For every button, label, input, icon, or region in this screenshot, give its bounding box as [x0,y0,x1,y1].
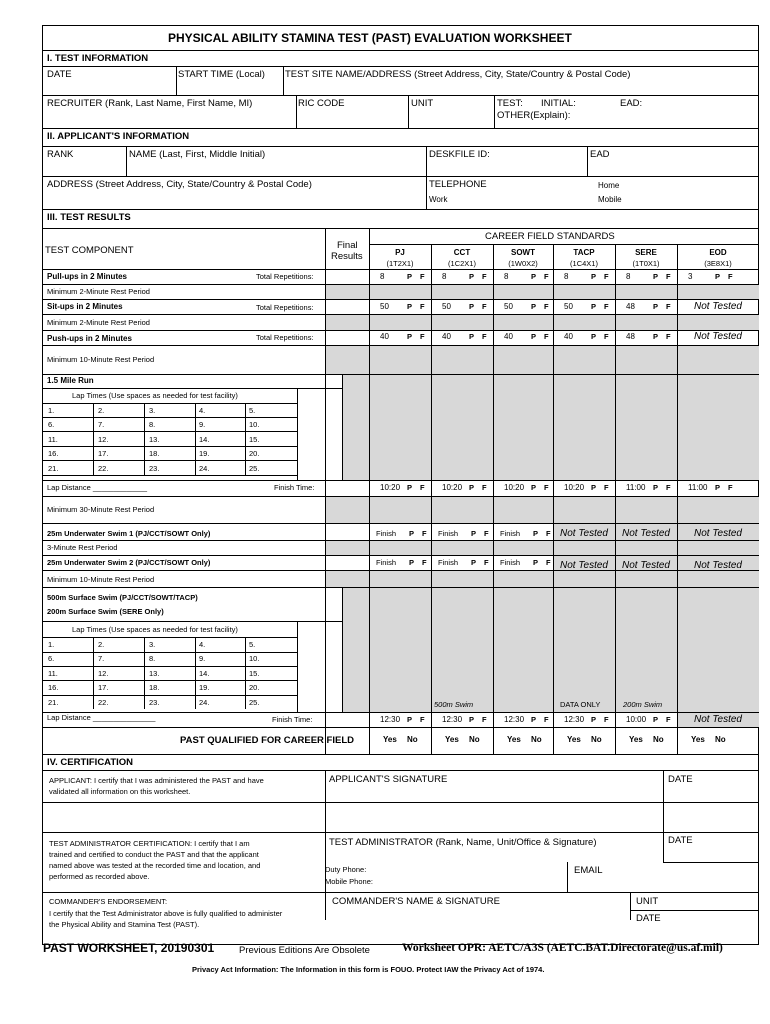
ta-cert-text: performed as recorded above. [49,872,150,881]
lap-number: 4. [199,406,206,415]
pass-fail: P F [591,302,612,311]
pullups-label: Pull-ups in 2 Minutes [47,272,128,281]
no-option: No [653,735,664,744]
finish-time-label: Finish Time: [274,483,315,492]
pushups-standard: 40 [442,332,451,341]
telephone-label: TELEPHONE [429,179,487,190]
lap-number: 9. [199,654,206,664]
rest-label: Minimum 10-Minute Rest Period [47,575,155,584]
lap-number: 10. [249,420,260,430]
lap-number: 15. [249,668,260,678]
finish-label: Finish [376,529,397,538]
lap-number: 3. [149,406,156,415]
pass-fail: P F [407,715,428,724]
applicant-cert-text: validated all information on this worksheet. [49,787,191,796]
pullups-standard: 8 [626,272,631,281]
lap-number: 2. [98,640,105,649]
total-reps-label: Total Repetitions: [256,272,314,281]
shade [342,374,759,480]
lap-number: 7. [98,420,105,430]
start-time-label: START TIME (Local) [178,69,265,80]
run-standard: 10:20 [442,483,463,492]
applicant-signature-label: APPLICANT'S SIGNATURE [329,774,448,785]
career-field-standards: CAREER FIELD STANDARDS [485,231,615,242]
no-option: No [715,735,726,744]
pass-fail: P F [531,715,552,724]
pass-fail: P F [653,272,674,281]
pass-fail: P F [469,272,490,281]
lap-number: 25. [249,463,260,473]
lap-number: 11. [48,434,58,444]
rest-label: 3-Minute Rest Period [47,543,118,552]
pass-fail: P F [653,483,674,492]
pushups-standard: 40 [380,332,389,341]
lap-number: 15. [249,434,260,444]
run-standard: 10:20 [380,483,401,492]
lap-number: 20. [249,449,260,459]
pass-fail: P F [715,272,736,281]
pass-fail: P F [653,332,674,341]
lap-number: 13. [149,434,160,444]
other-label: OTHER(Explain): [497,110,571,121]
duty-phone-label: Duty Phone: [325,865,367,874]
test-admin-label: TEST ADMINISTRATOR (Rank, Name, Unit/Office & Signature) [329,837,597,848]
pass-fail: P F [533,558,554,567]
run-standard: 11:00 [626,483,646,492]
pass-fail: P F [653,302,674,311]
rank-label: RANK [47,149,74,160]
lap-number: 17. [98,449,109,459]
career-field-name: TACP [573,248,595,257]
career-field-name: EOD [709,248,727,257]
finish-time-label: Finish Time: [272,715,313,724]
pass-fail: P F [407,272,428,281]
ead-label: EAD [590,149,610,160]
pass-fail: P F [407,302,428,311]
lap-number: 24. [199,697,210,707]
privacy-note: Privacy Act Information: The Information in this form is FOUO. Protect IAW the Privacy Act of 1974. [192,965,545,974]
date-label: DATE [668,774,693,785]
yes-option: Yes [507,735,521,744]
run-standard: 10:20 [564,483,585,492]
not-tested-label: Not Tested [694,560,742,571]
swim-200-note: 200m Swim [623,700,663,709]
lap-number: 21. [48,697,59,707]
ead-label: EAD: [620,98,643,109]
total-reps-label: Total Repetitions: [256,303,314,312]
pass-fail: P F [469,332,490,341]
applicant-cert-text: APPLICANT: I certify that I was administered the PAST and have [49,776,264,785]
pass-fail: P F [469,715,490,724]
ric-code-label: RIC CODE [298,98,345,109]
lap-number: 12. [98,434,109,444]
home-label: Home [598,181,620,190]
swim-500-label: 500m Surface Swim (PJ/CCT/SOWT/TACP) [47,593,198,602]
not-tested-label: Not Tested [694,301,742,312]
yes-option: Yes [445,735,459,744]
final-label: Final [337,240,358,251]
career-field-name: SOWT [511,248,535,257]
unit-label: UNIT [636,896,659,907]
career-field-code: (1W0X2) [508,259,538,268]
shade [342,587,759,712]
pass-fail: P F [531,332,552,341]
lap-number: 8. [149,420,156,430]
not-tested-label: Not Tested [694,331,742,342]
work-label: Work [429,195,448,204]
run-standard: 10:20 [504,483,525,492]
lap-number: 12. [98,668,109,678]
yes-option: Yes [383,735,397,744]
lap-number: 2. [98,406,105,415]
date-label: DATE [668,835,693,846]
lap-number: 16. [48,683,59,693]
pass-fail: P F [471,529,492,538]
underwater-swim-1-label: 25m Underwater Swim 1 (PJ/CCT/SOWT Only) [47,529,211,538]
lap-number: 7. [98,654,105,664]
pullups-standard: 8 [380,272,385,281]
rest-label: Minimum 30-Minute Rest Period [47,505,155,514]
pass-fail: P F [531,483,552,492]
not-tested-label: Not Tested [694,528,742,539]
yes-option: Yes [629,735,643,744]
commander-signature-label: COMMANDER'S NAME & SIGNATURE [332,896,500,907]
lap-times-label: Lap Times (Use spaces as needed for test facility) [72,625,238,634]
lap-number: 4. [199,640,206,649]
lap-number: 24. [199,463,210,473]
lap-number: 22. [98,463,109,473]
test-site-label: TEST SITE NAME/ADDRESS (Street Address, City, State/Country & Postal Code) [285,69,631,80]
lap-number: 23. [149,697,160,707]
not-tested-label: Not Tested [622,560,670,571]
lap-number: 5. [249,406,256,415]
pass-fail: P F [469,483,490,492]
mobile-phone-label: Mobile Phone: [325,877,373,886]
underwater-swim-2-label: 25m Underwater Swim 2 (PJ/CCT/SOWT Only) [47,558,211,567]
commander-text: I certify that the Test Administrator above is fully qualified to administer [49,909,283,918]
pass-fail: P F [409,558,430,567]
career-field-code: (3E8X1) [704,259,732,268]
section-heading: I. TEST INFORMATION [47,53,149,64]
form-number: PAST WORKSHEET, 20190301 [43,941,215,955]
lap-number: 10. [249,654,260,664]
lap-number: 1. [48,640,55,649]
yes-option: Yes [567,735,581,744]
lap-number: 20. [249,683,260,693]
pass-fail: P F [407,332,428,341]
lap-distance-label: Lap Distance _____________ [47,483,148,492]
opr-note: Worksheet OPR: AETC/A3S (AETC.BAT.Directorate@us.af.mil) [402,942,723,954]
rest-label: Minimum 10-Minute Rest Period [47,355,155,364]
no-option: No [407,735,418,744]
pushups-label: Push-ups in 2 Minutes [47,334,132,343]
lap-number: 19. [199,683,210,693]
pass-fail: P F [407,483,428,492]
lap-number: 1. [48,406,55,415]
unit-label: UNIT [411,98,434,109]
lap-number: 6. [48,420,55,430]
lap-number: 21. [48,463,59,473]
not-tested-label: Not Tested [560,528,608,539]
swim-standard: 12:30 [380,715,401,724]
lap-number: 18. [149,449,160,459]
mobile-label: Mobile [598,195,622,204]
shade [325,284,759,299]
lap-number: 13. [149,668,160,678]
lap-number: 19. [199,449,210,459]
pass-fail: P F [591,272,612,281]
pass-fail: P F [531,302,552,311]
pass-fail: P F [469,302,490,311]
obsolete-note: Previous Editions Are Obsolete [239,945,370,956]
career-field-name: SERE [635,248,657,257]
pass-fail: P F [409,529,430,538]
shade [325,345,759,374]
not-tested-label: Not Tested [622,528,670,539]
date-label: DATE [47,69,72,80]
finish-label: Finish [438,529,459,538]
section-heading: III. TEST RESULTS [47,212,131,223]
career-field-code: (1C4X1) [570,259,598,268]
deskfile-label: DESKFILE ID: [429,149,490,160]
career-field-code: (1T0X1) [632,259,660,268]
section-heading: IV. CERTIFICATION [47,757,134,768]
pass-fail: P F [715,483,736,492]
situps-standard: 50 [442,302,451,311]
swim-standard: 10:00 [626,715,647,724]
finish-label: Finish [438,558,459,567]
pass-fail: P F [531,272,552,281]
pullups-standard: 8 [504,272,509,281]
finish-label: Finish [500,558,521,567]
situps-standard: 50 [564,302,573,311]
test-label: TEST: [497,98,523,109]
finish-label: Finish [376,558,397,567]
lap-number: 22. [98,697,109,707]
address-label: ADDRESS (Street Address, City, State/Country & Postal Code) [47,179,312,190]
lap-number: 5. [249,640,256,649]
swim-standard: 12:30 [564,715,585,724]
test-component-label: TEST COMPONENT [45,245,134,256]
qualified-label: PAST QUALIFIED FOR CAREER FIELD [180,735,354,746]
shade [325,314,759,330]
shade [325,496,759,523]
form-title: PHYSICAL ABILITY STAMINA TEST (PAST) EVALUATION WORKSHEET [168,31,572,45]
situps-label: Sit-ups in 2 Minutes [47,302,123,311]
rest-label: Minimum 2-Minute Rest Period [47,318,150,327]
lap-times-label: Lap Times (Use spaces as needed for test facility) [72,391,238,400]
career-field-code: (1C2X1) [448,259,476,268]
pass-fail: P F [653,715,674,724]
initial-label: INITIAL: [541,98,576,109]
lap-number: 14. [199,434,210,444]
career-field-code: (1T2X1) [386,259,414,268]
lap-number: 3. [149,640,156,649]
lap-number: 9. [199,420,206,430]
data-only-note: DATA ONLY [560,700,601,709]
commander-endorsement: COMMANDER'S ENDORSEMENT: [49,897,168,906]
commander-text: the Physical Ability and Stamina Test (PAST). [49,920,200,929]
pass-fail: P F [591,483,612,492]
date-label: DATE [636,913,661,924]
yes-option: Yes [691,735,705,744]
worksheet-frame [42,25,759,945]
no-option: No [469,735,480,744]
total-reps-label: Total Repetitions: [256,333,314,342]
situps-standard: 50 [380,302,389,311]
situps-standard: 50 [504,302,513,311]
pass-fail: P F [471,558,492,567]
pushups-standard: 40 [504,332,513,341]
lap-number: 11. [48,668,58,678]
swim-standard: 12:30 [442,715,463,724]
ta-cert-text: trained and certified to conduct the PAST and that the applicant [49,850,259,859]
swim-500-note: 500m Swim [434,700,474,709]
lap-number: 8. [149,654,156,664]
lap-number: 18. [149,683,160,693]
swim-standard: 12:30 [504,715,525,724]
pullups-standard: 8 [564,272,569,281]
no-option: No [591,735,602,744]
ta-cert-text: TEST ADMINISTRATOR CERTIFICATION: I certify that I am [49,839,250,848]
pass-fail: P F [591,715,612,724]
not-tested-label: Not Tested [560,560,608,571]
results-label: Results [331,251,363,262]
section-heading: II. APPLICANT'S INFORMATION [47,131,190,142]
not-tested-label: Not Tested [694,714,742,725]
email-label: EMAIL [574,865,603,876]
lap-number: 23. [149,463,160,473]
pass-fail: P F [591,332,612,341]
pullups-standard: 8 [442,272,447,281]
pass-fail: P F [533,529,554,538]
pushups-standard: 48 [626,332,635,341]
lap-number: 25. [249,697,260,707]
lap-number: 17. [98,683,109,693]
finish-label: Finish [500,529,521,538]
pushups-standard: 40 [564,332,573,341]
name-label: NAME (Last, First, Middle Initial) [129,149,266,160]
career-field-name: PJ [395,248,405,257]
lap-number: 14. [199,668,210,678]
lap-number: 16. [48,449,59,459]
career-field-name: CCT [453,248,471,257]
lap-distance-label: Lap Distance _______________ [47,713,156,722]
run-standard: 11:00 [688,483,708,492]
run-label: 1.5 Mile Run [47,376,94,385]
ta-cert-text: named above was tested at the recorded time and location, and [49,861,261,870]
situps-standard: 48 [626,302,635,311]
recruiter-label: RECRUITER (Rank, Last Name, First Name, MI) [47,98,253,109]
no-option: No [531,735,542,744]
pullups-standard: 3 [688,272,693,281]
lap-number: 6. [48,654,55,664]
shade [325,570,759,587]
swim-200-label: 200m Surface Swim (SERE Only) [47,607,164,616]
rest-label: Minimum 2-Minute Rest Period [47,287,150,296]
